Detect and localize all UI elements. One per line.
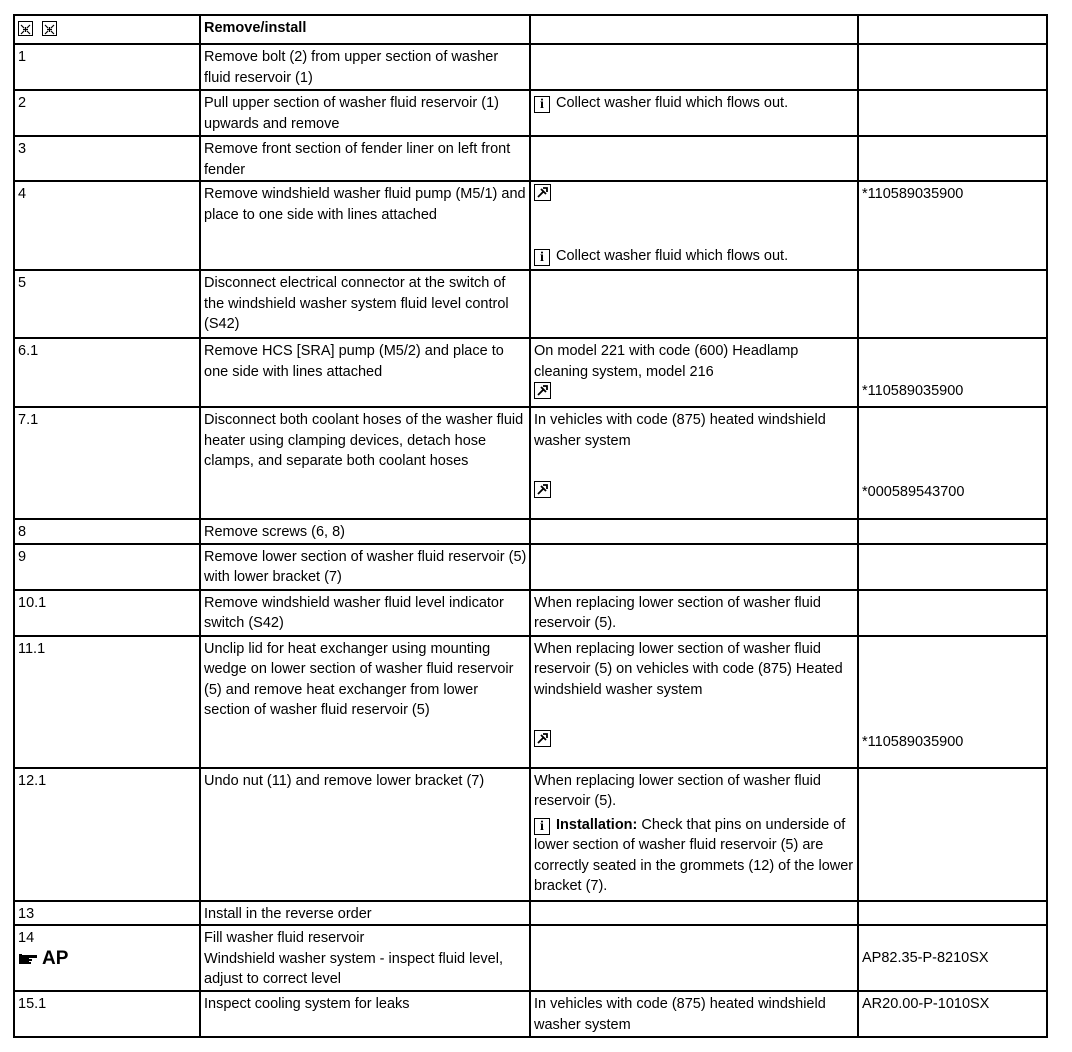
table-row: [14, 544, 1047, 590]
special-tool-icon: [534, 481, 551, 498]
step-condition: When replacing lower section of washer fluid reservoir (5).: [534, 772, 821, 809]
step-action: Remove screws (6, 8): [200, 519, 530, 544]
table-row: [14, 590, 1047, 636]
table-row: [14, 270, 1047, 338]
step-number: 11.1: [14, 636, 200, 768]
ap-link-label: AP: [42, 947, 69, 969]
step-condition: When replacing lower section of washer fluid reservoir (5).: [530, 590, 858, 636]
step-number: 2: [14, 90, 200, 136]
step-number: 14: [18, 930, 35, 946]
installation-label: Installation:: [556, 816, 638, 833]
step-note: Collect washer fluid which flows out.: [556, 247, 789, 264]
step-action: Remove windshield washer fluid level indicator switch (S42): [200, 590, 530, 636]
step-action: Disconnect electrical connector at the switch of the windshield washer system fluid level control (S42): [200, 270, 530, 338]
table-row: [14, 901, 1047, 926]
table-row: [14, 407, 1047, 519]
step-action: Disconnect both coolant hoses of the washer fluid heater using clamping devices, detach hose clamps, and separate both coolant hoses: [200, 407, 530, 519]
document-reference[interactable]: AR20.00-P-1010SX: [858, 991, 1047, 1037]
table-row: [14, 44, 1047, 90]
special-tool-icon: [534, 184, 551, 201]
header-empty-cell: [858, 15, 1047, 44]
pointing-hand-icon: [18, 952, 42, 966]
step-number: 6.1: [14, 338, 200, 407]
step-number: 5: [14, 270, 200, 338]
step-action: Remove lower section of washer fluid reservoir (5) with lower bracket (7): [200, 544, 530, 590]
step-note-cell: [530, 90, 858, 136]
document-reference[interactable]: AP82.35-P-8210SX: [862, 950, 989, 966]
vehicle-icon: [18, 21, 33, 36]
ap-link[interactable]: [18, 949, 68, 969]
step-number: 15.1: [14, 991, 200, 1037]
step-condition: In vehicles with code (875) heated windshield washer system: [534, 412, 826, 449]
header-empty-cell: [530, 15, 858, 44]
table-header-row: [14, 15, 1047, 44]
step-condition: When replacing lower section of washer fluid reservoir (5) on vehicles with code (875) Heated windshield washer system: [534, 640, 843, 698]
step-action-link[interactable]: Windshield washer system - inspect fluid level, adjust to correct level: [204, 950, 503, 987]
header-icons-cell: [14, 15, 200, 44]
info-icon: i: [534, 96, 550, 113]
table-row: [14, 338, 1047, 407]
info-icon: i: [534, 249, 550, 266]
vehicle-icon: [42, 21, 57, 36]
step-action: Remove HCS [SRA] pump (M5/2) and place to one side with lines attached: [200, 338, 530, 407]
step-note: Collect washer fluid which flows out.: [556, 95, 789, 111]
tool-reference[interactable]: *110589035900: [862, 383, 964, 399]
step-number: 1: [14, 44, 200, 90]
step-number: 4: [14, 181, 200, 270]
step-note-cell: [530, 338, 858, 407]
table-row: [14, 136, 1047, 181]
header-remove-install: Remove/install: [200, 15, 530, 44]
step-number: 7.1: [14, 407, 200, 519]
step-action: Remove front section of fender liner on left front fender: [200, 136, 530, 181]
step-note-cell: [530, 636, 858, 768]
step-action: Fill washer fluid reservoir: [204, 930, 365, 946]
step-action-cell: [200, 925, 530, 991]
info-icon: i: [534, 818, 550, 835]
step-action: Inspect cooling system for leaks: [200, 991, 530, 1037]
step-action: Install in the reverse order: [200, 901, 530, 926]
step-action: Unclip lid for heat exchanger using mounting wedge on lower section of washer fluid reservoir (5) and remove heat exchanger from lower section of washer fluid reservoir (5): [200, 636, 530, 768]
step-number: 8: [14, 519, 200, 544]
step-note-cell: [530, 407, 858, 519]
table-row: [14, 181, 1047, 270]
step-number: 13: [14, 901, 200, 926]
tool-reference[interactable]: *110589035900: [858, 181, 1047, 270]
table-row: [14, 768, 1047, 901]
table-row: [14, 991, 1047, 1037]
step-action: Remove bolt (2) from upper section of washer fluid reservoir (1): [200, 44, 530, 90]
table-row: [14, 925, 1047, 991]
step-action: Pull upper section of washer fluid reservoir (1) upwards and remove: [200, 90, 530, 136]
step-number-cell: [14, 925, 200, 991]
tool-reference[interactable]: *000589543700: [862, 484, 965, 500]
step-action: Undo nut (11) and remove lower bracket (7): [200, 768, 530, 901]
step-condition: In vehicles with code (875) heated windshield washer system: [530, 991, 858, 1037]
step-number: 10.1: [14, 590, 200, 636]
step-note-cell: [530, 181, 858, 270]
table-row: [14, 636, 1047, 768]
step-note: Check that pins on underside of lower section of washer fluid reservoir (5) are correctly seated in the grommets (12) of the lower bracket (7).: [534, 816, 854, 894]
step-number: 12.1: [14, 768, 200, 901]
table-row: [14, 90, 1047, 136]
tool-reference[interactable]: *110589035900: [862, 733, 964, 750]
step-number: 3: [14, 136, 200, 181]
step-number: 9: [14, 544, 200, 590]
special-tool-icon: [534, 730, 551, 747]
procedure-table: [13, 14, 1048, 1038]
table-row: [14, 519, 1047, 544]
step-condition: On model 221 with code (600) Headlamp cleaning system, model 216: [534, 343, 799, 380]
step-action: Remove windshield washer fluid pump (M5/1) and place to one side with lines attached: [200, 181, 530, 270]
special-tool-icon: [534, 382, 551, 399]
step-note-cell: [530, 768, 858, 901]
